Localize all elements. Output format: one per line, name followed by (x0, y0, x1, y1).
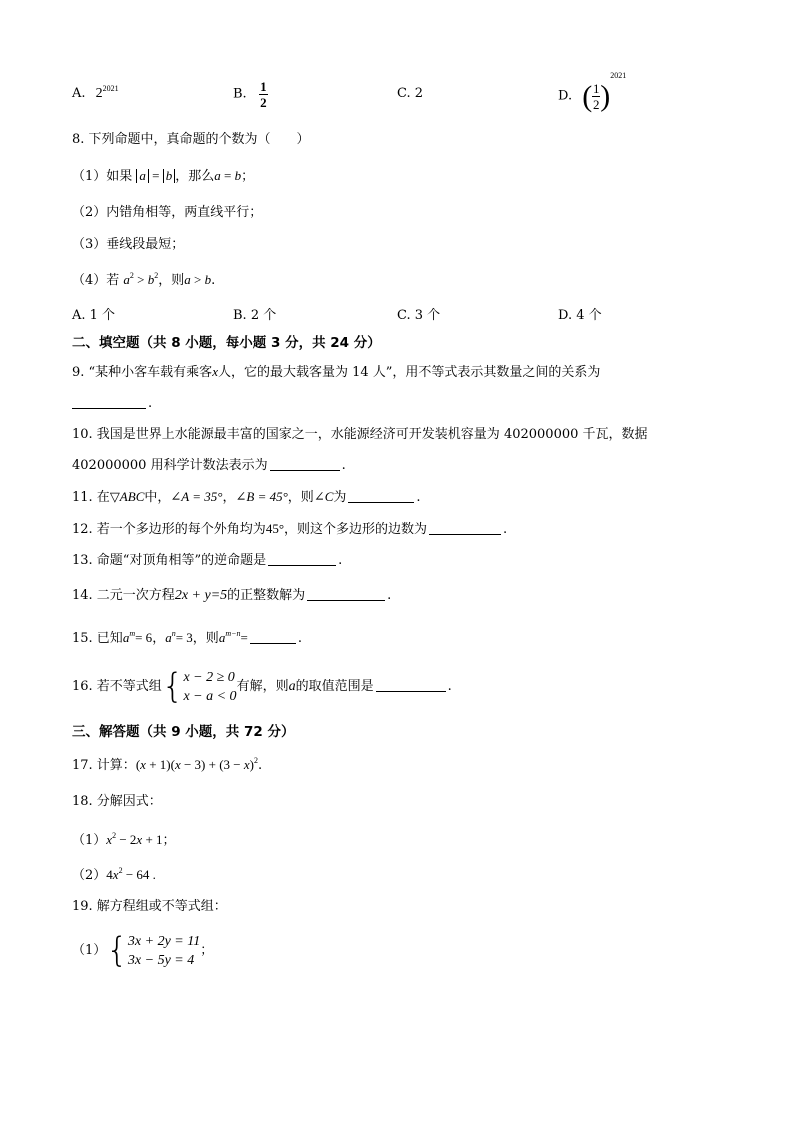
q19-part-1: （1）{ 3x + 2y = 11 3x − 5y = 4 ； (72, 930, 214, 971)
option-a-base: 2 (95, 86, 103, 101)
q18-stem: 18. 分解因式： (72, 794, 162, 809)
q18-part-2: $(2)4x^2 - 64$ . (72, 866, 156, 883)
q8-statement-2: （2）内错角相等，两直线平行； (72, 205, 263, 220)
q12-text: 12. 若一个多边形的每个外角均为45°，则这个多边形的边数为 . (72, 521, 508, 537)
q7-option-d: D. ( $\frac{1}{2}$ )$^{2021}$ (558, 71, 627, 113)
q9-text: 9. “某种小客车载有乘客x人，它的最大载客量为 14 人”，用不等式表示其数量之间的关系为 (72, 364, 601, 380)
q8-stem: 8. 下列命题中，真命题的个数为（ ） (72, 132, 310, 147)
q18-part-1: $(1)x^2 - 2x + 1$； (72, 831, 176, 848)
q16-text: 16. 若不等式组{ x − 2 ≥ 0 x − a < 0 有解，则a的取值范围是 . (72, 666, 452, 707)
option-b-fraction: $\frac{1}{2}$ (260, 79, 267, 110)
q8-statement-4: （4）若 $a^2 > b^2$，则a > b. (72, 271, 216, 288)
q15-text: 15. 已知$a^m= 6$，$a^n= 3$，则$a^{m-n}=$ . (72, 629, 302, 646)
q11-text: 11. 在▽ABC中，∠A = 35°，∠B = 45°，则∠C为 . (72, 489, 421, 505)
q7-option-c: C. 2 (397, 86, 424, 101)
q8-option-c: C. 3 个 (397, 308, 441, 323)
q8-statement-1: （1）如果 a = b ，那么a = b； (72, 168, 255, 184)
q16-inequality-system: x − 2 ≥ 0 x − a < 0 (183, 669, 237, 704)
option-a-exp: 2021 (102, 84, 119, 93)
q7-option-a: A. $2^{2021}$ (72, 84, 119, 101)
q13-text: 13. 命题“对顶角相等”的逆命题是 . (72, 553, 343, 568)
q9-answer-blank: . (72, 394, 152, 414)
q17-text: 17. 计算：$(x + 1)(x - 3) + (3 - x)^2$. (72, 756, 263, 773)
q19-equation-system: 3x + 2y = 11 3x − 5y = 4 (127, 933, 201, 968)
q14-text: 14. 二元一次方程2x + y=5的正整数解为 . (72, 588, 392, 603)
section-3-heading: 三、解答题（共 9 小题，共 72 分） (72, 724, 295, 740)
option-d-fraction: $\frac{1}{2}$ (592, 81, 600, 112)
q7-option-b: B. $\frac{1}{2}$ (233, 79, 267, 110)
q19-stem: 19. 解方程组或不等式组： (72, 899, 227, 914)
q10-line-2: 402000000 用科学计数法表示为 . (72, 458, 346, 473)
q8-option-a: A. 1 个 (72, 308, 116, 323)
q8-statement-3: （3）垂线段最短； (72, 237, 185, 252)
q8-option-b: B. 2 个 (233, 308, 277, 323)
q10-line-1: 10. 我国是世界上水能源最丰富的国家之一，水能源经济可开发装机容量为 402000000 千瓦，数据 (72, 427, 648, 442)
section-2-heading: 二、填空题（共 8 小题，每小题 3 分，共 24 分） (72, 335, 381, 351)
q8-option-d: D. 4 个 (558, 308, 602, 323)
